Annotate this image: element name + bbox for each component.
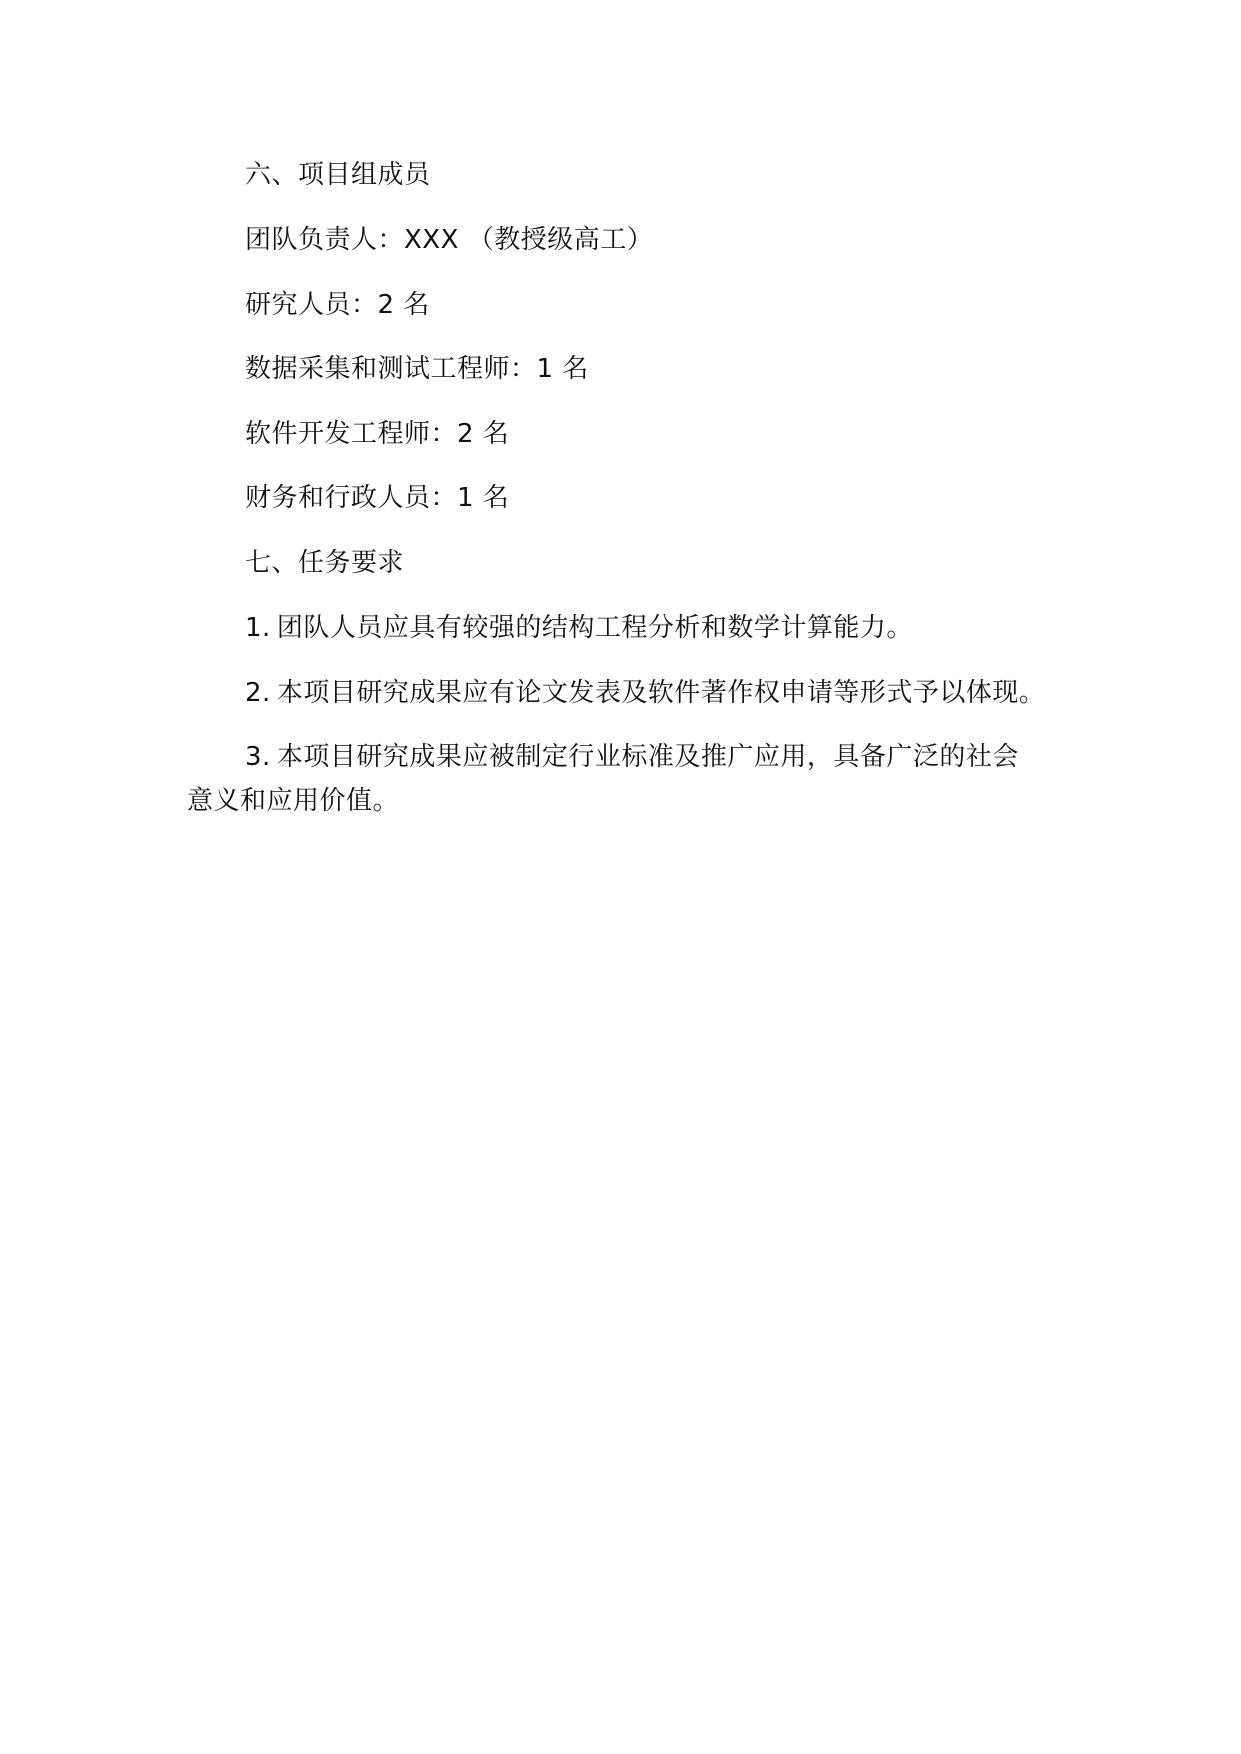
member-data-engineers: 数据采集和测试工程师：1 名 — [245, 354, 589, 384]
section-heading-members: 六、项目组成员 — [245, 160, 431, 190]
requirement-text: 团队人员应具有较强的结构工程分析和数学计算能力。 — [276, 613, 913, 643]
requirement-item — [245, 612, 913, 644]
requirement-number: 3. — [245, 742, 271, 772]
requirement-number: 2. — [245, 678, 271, 708]
requirement-number: 1. — [245, 613, 271, 643]
requirement-item — [245, 677, 1045, 709]
section-heading-requirements: 七、任务要求 — [245, 548, 405, 578]
requirement-text: 本项目研究成果应被制定行业标准及推广应用，具备广泛的社会 — [276, 742, 1019, 772]
member-team-leader: 团队负责人：XXX （教授级高工） — [245, 225, 654, 255]
requirement-text: 本项目研究成果应有论文发表及软件著作权申请等形式予以体现。 — [276, 678, 1046, 708]
requirement-item — [245, 741, 1019, 773]
member-software-engineers: 软件开发工程师：2 名 — [245, 419, 510, 449]
member-admin-staff: 财务和行政人员：1 名 — [245, 483, 510, 513]
requirement-text-continuation: 意义和应用价值。 — [187, 786, 400, 816]
member-researchers: 研究人员：2 名 — [245, 290, 430, 320]
